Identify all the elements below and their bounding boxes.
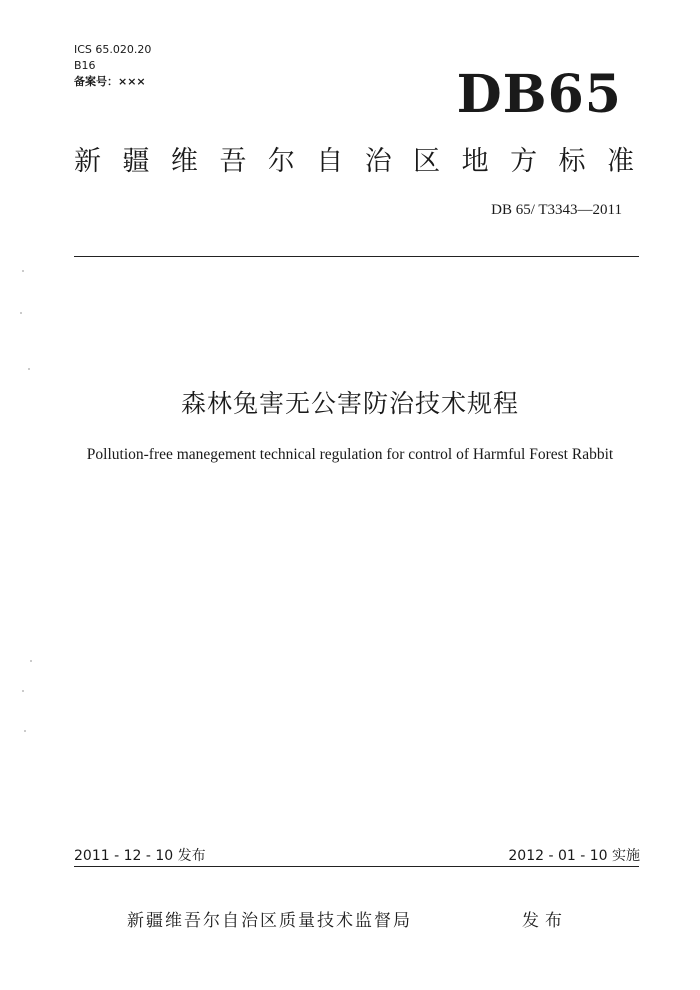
document-title-en: Pollution-free manegement technical regulation for control of Harmful Forest Rabbit <box>86 446 614 463</box>
standard-type-char: 吾 <box>219 146 247 177</box>
record-number: 备案号：××× <box>74 75 146 88</box>
implementation-date: 2012 - 01 - 10 实施 <box>508 848 640 864</box>
scan-speck <box>28 368 30 370</box>
standard-type-char: 疆 <box>122 146 150 177</box>
scan-speck <box>20 312 22 314</box>
standard-type-char: 自 <box>316 146 344 177</box>
top-divider <box>74 256 639 257</box>
standard-type-char: 尔 <box>267 146 295 177</box>
scan-speck <box>22 690 24 692</box>
standard-type-char: 方 <box>510 146 538 177</box>
issue-label: 发布 <box>522 911 568 931</box>
standard-type-char: 地 <box>461 146 489 177</box>
scan-speck <box>30 660 32 662</box>
document-title-zh: 森林兔害无公害防治技术规程 <box>180 389 519 418</box>
bottom-divider <box>74 866 639 867</box>
standard-type-char: 标 <box>558 146 586 177</box>
standard-type-char: 准 <box>606 146 634 177</box>
ccs-code: B16 <box>74 59 96 72</box>
standard-logo: DB65 <box>456 64 622 125</box>
standard-type-heading <box>74 142 634 182</box>
standard-type-char: 治 <box>364 146 392 177</box>
issue-date: 2011 - 12 - 10 发布 <box>74 848 206 864</box>
issuing-authority: 新疆维吾尔自治区质量技术监督局 <box>127 911 412 931</box>
ics-code: ICS 65.020.20 <box>74 43 152 56</box>
scan-speck <box>22 270 24 272</box>
standard-type-char: 维 <box>170 146 198 177</box>
standard-type-char: 区 <box>413 146 441 177</box>
standard-number: DB 65/ T3343—2011 <box>491 202 622 218</box>
standard-type-char: 新 <box>74 146 101 177</box>
scan-speck <box>24 730 26 732</box>
